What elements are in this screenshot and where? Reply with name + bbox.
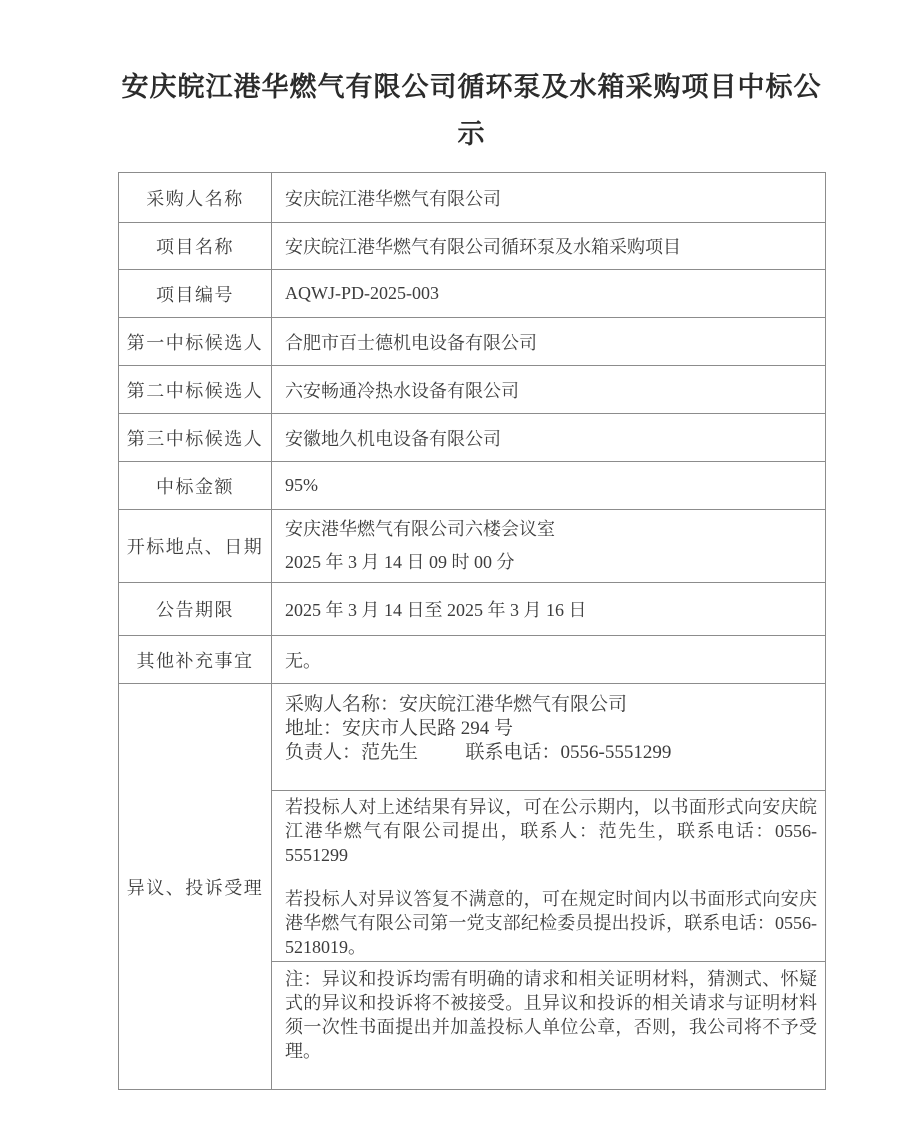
objection-procedure-paragraph-2: 若投标人对异议答复不满意的，可在规定时间内以书面形式向安庆港华燃气有限公司第一党支部纪检委员提出投诉，联系电话：0556-5218019。 xyxy=(285,889,817,957)
project-number-label: 项目编号 xyxy=(119,270,272,318)
other-matters-value: 无。 xyxy=(272,636,826,684)
bid-opening-value xyxy=(272,510,826,583)
row-other-matters xyxy=(119,636,826,684)
third-candidate-value: 安徽地久机电设备有限公司 xyxy=(272,414,826,462)
bid-opening-place: 安庆港华燃气有限公司六楼会议室 xyxy=(285,519,555,539)
announcement-table xyxy=(118,172,826,1090)
row-project-number xyxy=(119,270,826,318)
bid-opening-datetime: 2025 年 3 月 14 日 09 时 00 分 xyxy=(285,552,515,572)
row-purchaser-name xyxy=(119,173,826,223)
objection-contact-person-phone: 负责人：范先生 联系电话：0556-5551299 xyxy=(285,742,672,763)
other-matters-label: 其他补充事宜 xyxy=(119,636,272,684)
row-bid-opening xyxy=(119,510,826,583)
objection-contact-address: 地址：安庆市人民路 294 号 xyxy=(285,718,514,739)
bid-amount-label: 中标金额 xyxy=(119,462,272,510)
objection-procedure-paragraph-1: 若投标人对上述结果有异议，可在公示期内，以书面形式向安庆皖江港华燃气有限公司提出，联系人：范先生，联系电话：0556-5551299 xyxy=(285,797,817,865)
announcement-period-value: 2025 年 3 月 14 日至 2025 年 3 月 16 日 xyxy=(272,583,826,636)
document-title: 安庆皖江港华燃气有限公司循环泵及水箱采购项目中标公示 xyxy=(121,72,822,149)
project-number-value: AQWJ-PD-2025-003 xyxy=(272,270,826,318)
project-name-label: 项目名称 xyxy=(119,223,272,270)
objection-contact-purchaser: 采购人名称：安庆皖江港华燃气有限公司 xyxy=(285,694,628,715)
purchaser-name-label: 采购人名称 xyxy=(119,173,272,223)
row-first-candidate xyxy=(119,318,826,366)
document-page xyxy=(0,64,900,1136)
row-announcement-period xyxy=(119,583,826,636)
row-second-candidate xyxy=(119,366,826,414)
project-name-value: 安庆皖江港华燃气有限公司循环泵及水箱采购项目 xyxy=(272,223,826,270)
row-third-candidate xyxy=(119,414,826,462)
bid-amount-value: 95% xyxy=(272,462,826,510)
row-project-name xyxy=(119,223,826,270)
objection-contact-cell xyxy=(272,684,826,791)
first-candidate-label: 第一中标候选人 xyxy=(119,318,272,366)
row-objection-contact xyxy=(119,684,826,791)
announcement-period-label: 公告期限 xyxy=(119,583,272,636)
objection-procedure-cell xyxy=(272,791,826,962)
row-bid-amount xyxy=(119,462,826,510)
second-candidate-value: 六安畅通冷热水设备有限公司 xyxy=(272,366,826,414)
first-candidate-value: 合肥市百士德机电设备有限公司 xyxy=(272,318,826,366)
bid-opening-label: 开标地点、日期 xyxy=(119,510,272,583)
third-candidate-label: 第三中标候选人 xyxy=(119,414,272,462)
second-candidate-label: 第二中标候选人 xyxy=(119,366,272,414)
objection-complaint-label: 异议、投诉受理 xyxy=(119,684,272,1090)
objection-note-cell: 注：异议和投诉均需有明确的请求和相关证明材料，猜测式、怀疑式的异议和投诉将不被接受。且异议和投诉的相关请求与证明材料须一次性书面提出并加盖投标人单位公章，否则，我公司将不予受理。 xyxy=(272,962,826,1090)
purchaser-name-value: 安庆皖江港华燃气有限公司 xyxy=(272,173,826,223)
